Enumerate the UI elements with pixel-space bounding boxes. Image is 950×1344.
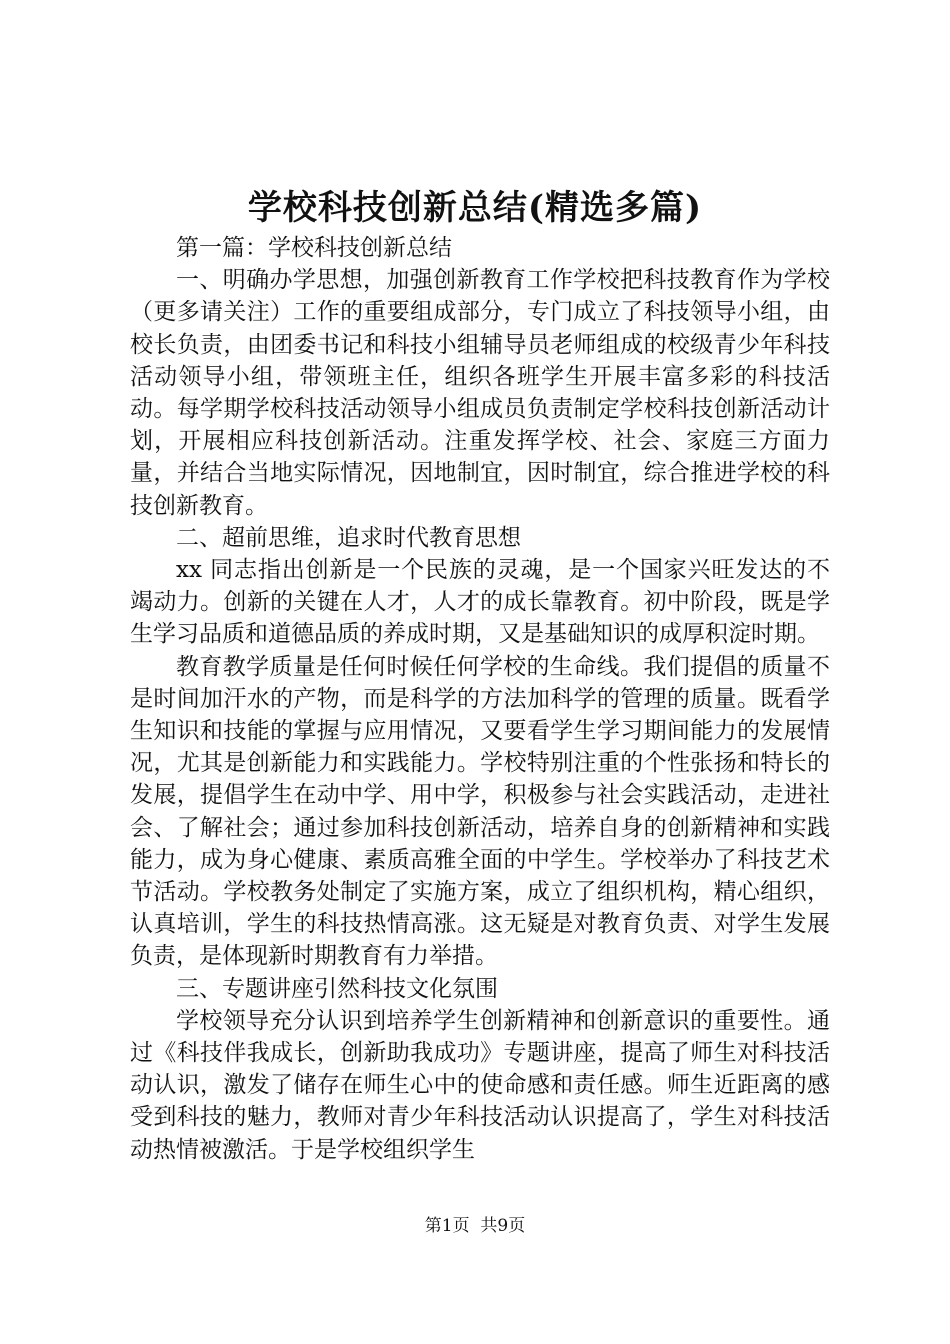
body-paragraph: 一、明确办学思想，加强创新教育工作学校把科技教育作为学校（更多请关注）工作的重要组成部分，专门成立了科技领导小组，由校长负责，由团委书记和科技小组辅导员老师组成的校级青少年科技活动领导小组，带领班主任，组织各班学生开展丰富多彩的科技活动。每学期学校科技活动领导小组成员负责制定学校科技创新活动计划，开展相应科技创新活动。注重发挥学校、社会、家庭三方面力量，并结合当地实际情况，因地制宜，因时制宜，综合推进学校的科技创新教育。 [130,267,830,519]
document-body [130,232,830,1166]
page-footer [0,1215,950,1237]
body-paragraph: xx 同志指出创新是一个民族的灵魂，是一个国家兴旺发达的不竭动力。创新的关键在人才，人才的成长靠教育。初中阶段，既是学生学习品质和道德品质的养成时期，又是基础知识的成厚积淀时期。 [130,557,830,648]
section-heading: 三、专题讲座引然科技文化氛围 [176,975,498,1002]
page-number: 第1页 [424,1216,470,1236]
section-heading: 二、超前思维，追求时代教育思想 [176,524,521,551]
page-total: 共9页 [480,1216,526,1236]
body-paragraph: 教育教学质量是任何时候任何学校的生命线。我们提倡的质量不是时间加汗水的产物，而是科学的方法加科学的管理的质量。既看学生知识和技能的掌握与应用情况，又要看学生学习期间能力的发展情况，尤其是创新能力和实践能力。学校特别注重的个性张扬和特长的发展，提倡学生在动中学、用中学，积极参与社会实践活动，走进社会、了解社会；通过参加科技创新活动，培养自身的创新精神和实践能力，成为身心健康、素质高雅全面的中学生。学校举办了科技艺术节活动。学校教务处制定了实施方案，成立了组织机构，精心组织，认真培训，学生的科技热情高涨。这无疑是对教育负责、对学生发展负责，是体现新时期教育有力举措。 [130,653,830,970]
body-paragraph: 学校领导充分认识到培养学生创新精神和创新意识的重要性。通过《科技伴我成长，创新助我成功》专题讲座，提高了师生对科技活动认识，激发了储存在师生心中的使命感和责任感。师生近距离的感受到科技的魅力，教师对青少年科技活动认识提高了，学生对科技活动热情被激活。于是学校组织学生 [130,1007,830,1163]
section-heading: 第一篇：学校科技创新总结 [176,235,452,261]
document-title: 学校科技创新总结(精选多篇) [247,188,703,228]
